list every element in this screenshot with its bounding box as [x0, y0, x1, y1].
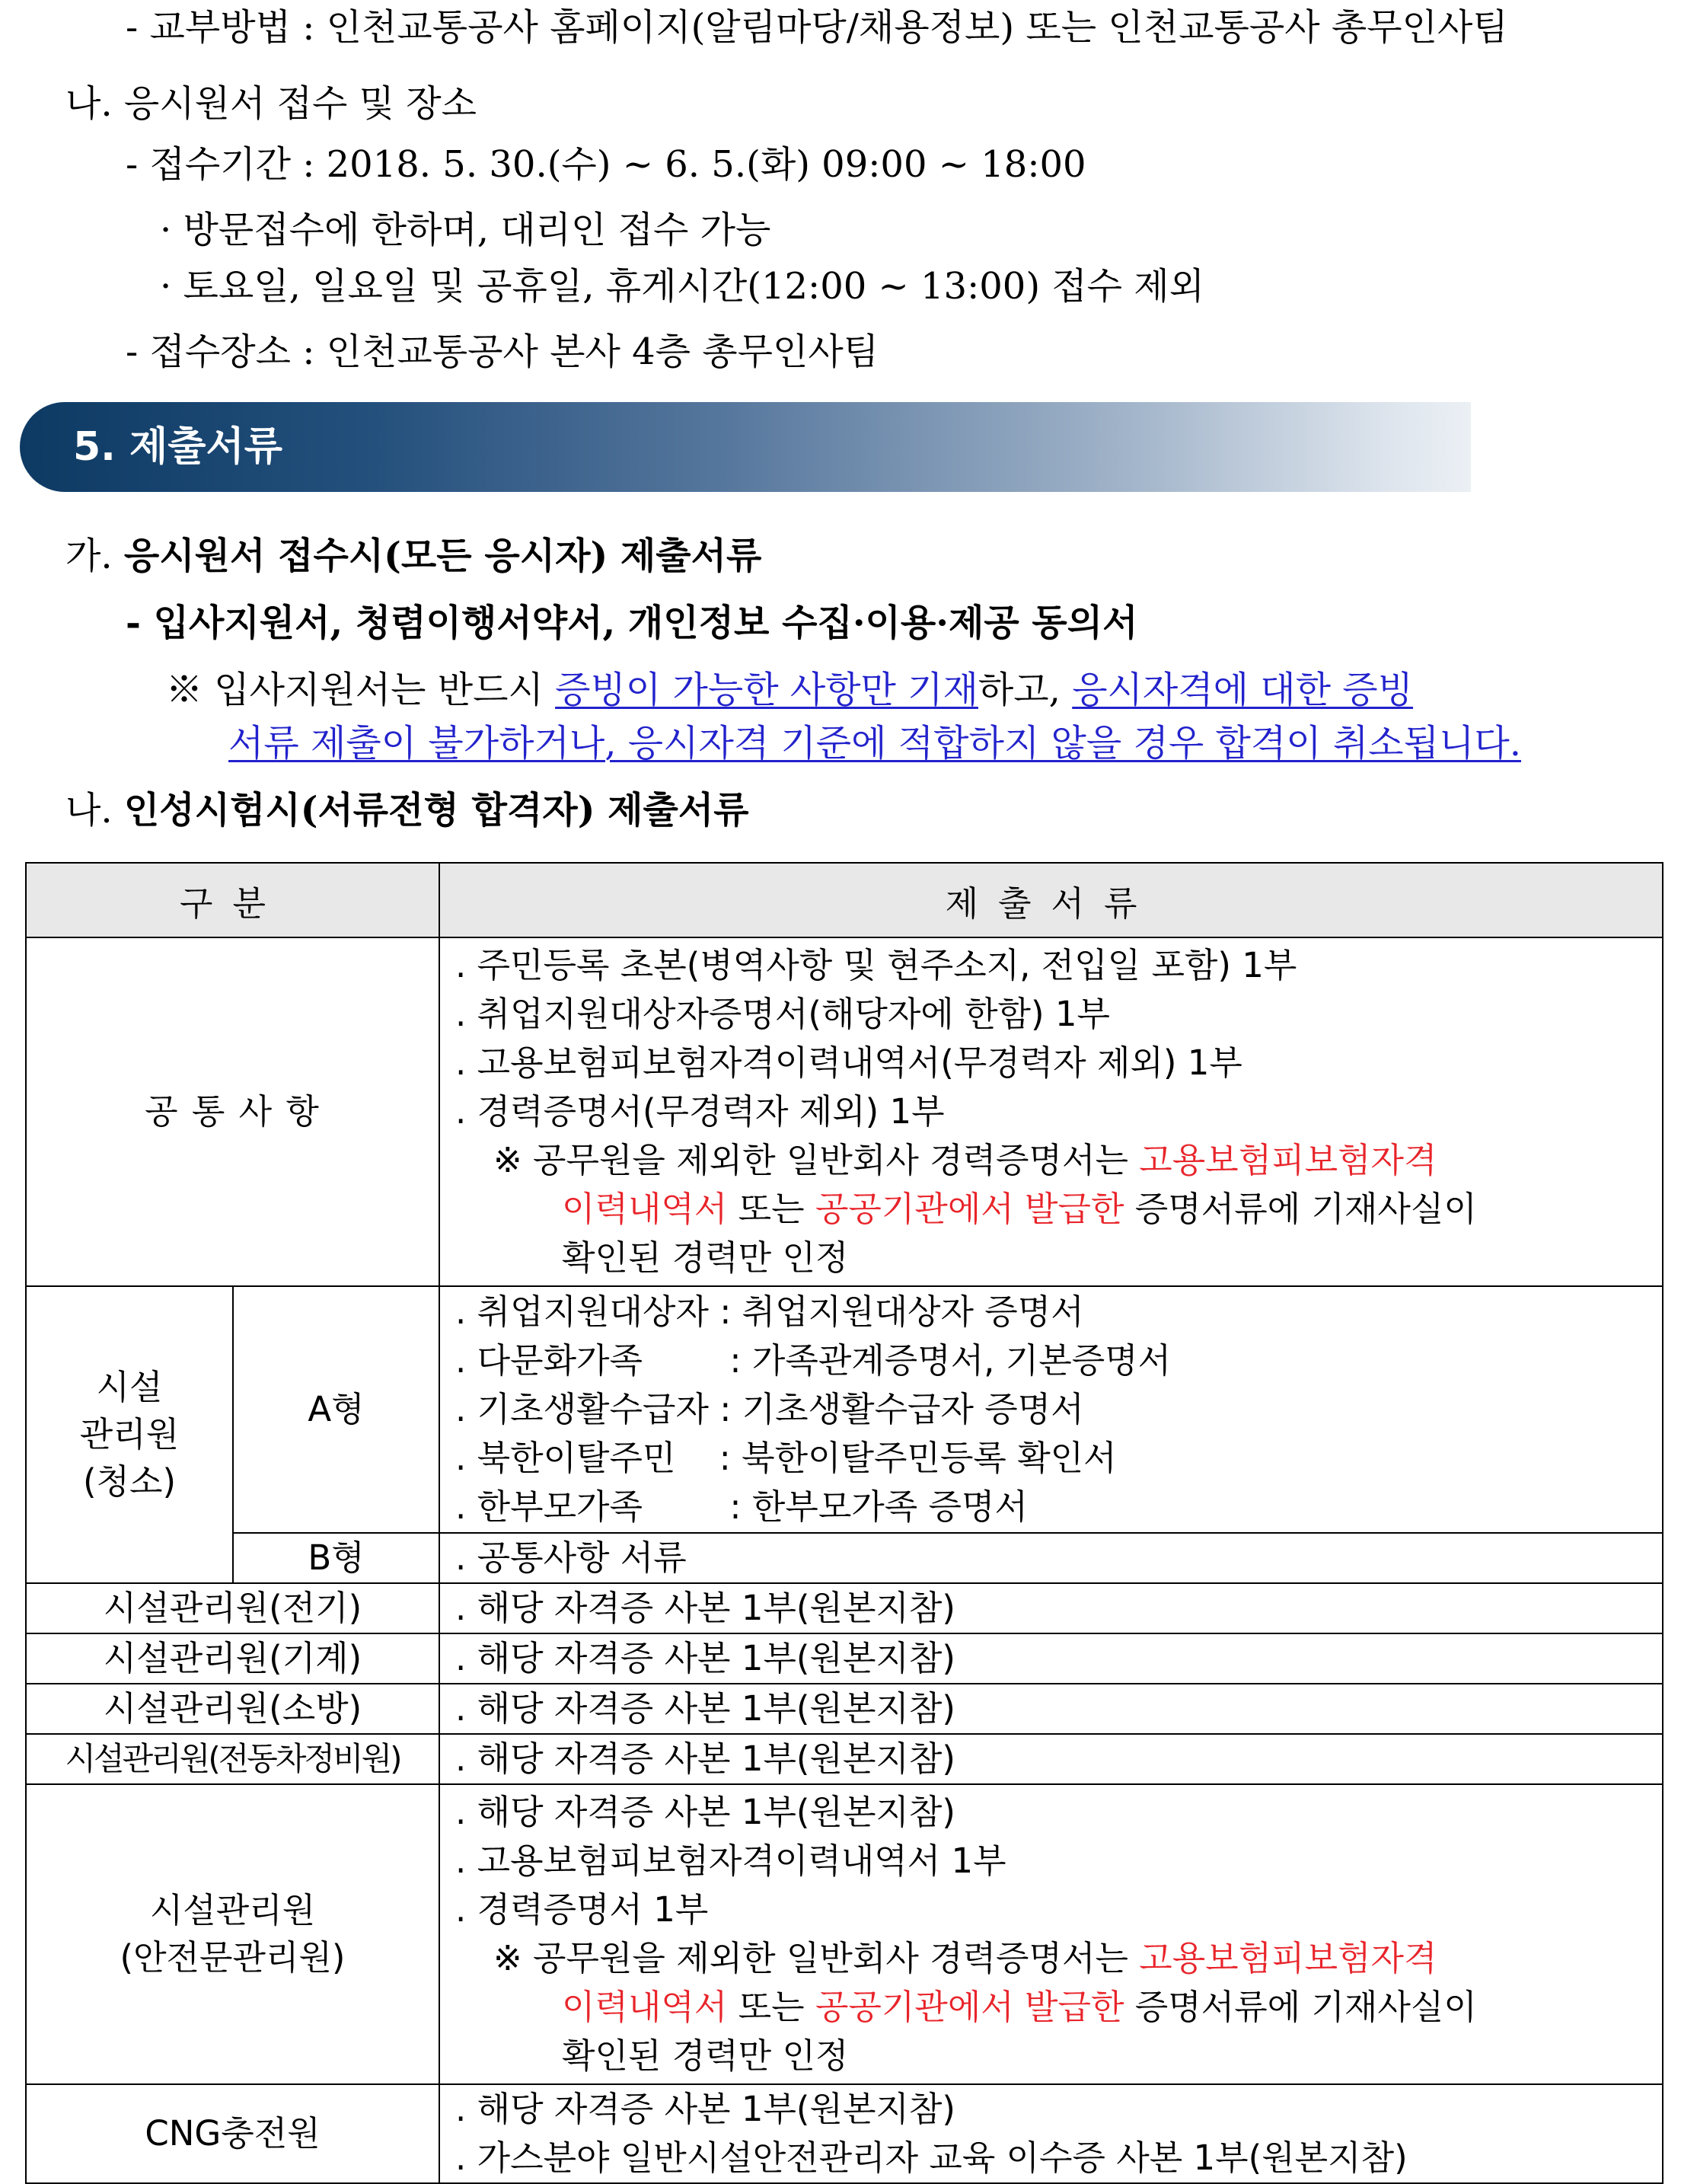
- row-value: [439, 1734, 1663, 1784]
- type-a-content: [439, 1286, 1663, 1533]
- note-text-a: ※ 입사지원서는 반드시: [166, 669, 556, 711]
- common-note-line-2: [455, 1185, 1647, 1234]
- cleaning-label-line: 관리원: [79, 1414, 180, 1454]
- note-text: 증명서류에 기재사실이: [1124, 1189, 1477, 1229]
- note-highlight-evidence: 증빙이 가능한 사항만 기재: [555, 669, 978, 711]
- cleaning-label-line: 시설: [96, 1367, 163, 1407]
- note-highlight-qualification: 응시자격에 대한 증빙: [1072, 669, 1414, 711]
- common-content: [439, 937, 1663, 1286]
- row-label: 시설관리원(전동차정비원): [26, 1734, 439, 1784]
- list-item: . 경력증명서 1부: [455, 1889, 709, 1930]
- note-line-1: [166, 667, 1413, 713]
- heading-na-text: 인성시험시(서류전형 합격자) 제출서류: [123, 789, 749, 832]
- list-item: . 취업지원대상자 : 취업지원대상자 증명서: [455, 1292, 1084, 1332]
- note-text: 또는: [727, 1987, 815, 2027]
- type-b-label: B형: [233, 1533, 439, 1583]
- header-documents: 제출서류: [439, 863, 1663, 937]
- table-row-common: [26, 937, 1663, 1286]
- safety-label-line: (안전문관리원): [120, 1937, 346, 1978]
- list-item: . 취업지원대상자증명서(해당자에 한함) 1부: [455, 994, 1110, 1034]
- cleaning-label-line: (청소): [82, 1461, 177, 1502]
- note-red-text: 고용보험피보험자격: [1139, 1140, 1437, 1180]
- bullet-visit-reception: · 방문접수에 한하며, 대리인 접수 가능: [160, 209, 771, 251]
- list-item: . 주민등록 초본(병역사항 및 현주소지, 전입일 포함) 1부: [455, 945, 1297, 985]
- type-a-label: A형: [233, 1286, 439, 1533]
- list-item: . 공통사항 서류: [455, 1537, 687, 1578]
- list-item: . 다문화가족 : 가족관계증명서, 기본증명서: [455, 1340, 1172, 1381]
- heading-ga-prefix: 가.: [65, 535, 124, 577]
- safety-content: [439, 1784, 1663, 2084]
- table-row-cng: [26, 2084, 1663, 2183]
- list-item: . 경력증명서(무경력자 제외) 1부: [455, 1091, 945, 1132]
- note-text: 또는: [727, 1189, 815, 1229]
- note-red-text: 공공기관에서 발급한: [815, 1189, 1124, 1229]
- table-row: [26, 1583, 1663, 1633]
- list-item: . 가스분야 일반시설안전관리자 교육 이수증 사본 1부(원본지참): [455, 2138, 1408, 2178]
- row-value: [439, 1583, 1663, 1633]
- cleaning-label: [26, 1286, 233, 1583]
- type-b-content: [439, 1533, 1663, 1583]
- common-note-line-1: [455, 1136, 1647, 1185]
- heading-na-prefix: 나.: [65, 789, 124, 832]
- heading-ga-text: 응시원서 접수시(모든 응시자) 제출서류: [123, 535, 762, 577]
- note-red-text: 고용보험피보험자격: [1139, 1938, 1437, 1978]
- table-row: [26, 1684, 1663, 1734]
- header-category: 구분: [26, 863, 439, 937]
- list-item: . 고용보험피보험자격이력내역서(무경력자 제외) 1부: [455, 1043, 1242, 1083]
- table-row-cleaning-b: [26, 1533, 1663, 1583]
- cng-content: [439, 2084, 1663, 2183]
- list-item: . 고용보험피보험자격이력내역서 1부: [455, 1841, 1006, 1881]
- bullet-excluded-days: · 토요일, 일요일 및 공휴일, 휴게시간(12:00 ~ 13:00) 접수 제외: [160, 265, 1205, 308]
- heading-ga: [65, 533, 761, 579]
- safety-label-line: 시설관리원: [149, 1890, 316, 1930]
- list-item: . 한부모가족 : 한부모가족 증명서: [455, 1486, 1028, 1527]
- note-highlight-cancel: 서류 제출이 불가하거나, 응시자격 기준에 적합하지 않을 경우 합격이 취소됩니다.: [228, 722, 1521, 765]
- list-item: . 해당 자격증 사본 1부(원본지참): [455, 1588, 955, 1628]
- reception-place-line: - 접수장소 : 인천교통공사 본사 4층 총무인사팀: [126, 330, 879, 373]
- safety-note-line-3: 확인된 경력만 인정: [562, 2036, 849, 2076]
- documents-table: [25, 862, 1664, 2184]
- list-item: . 해당 자격증 사본 1부(원본지참): [455, 2089, 955, 2129]
- heading-application-reception: 나. 응시원서 접수 및 장소: [65, 82, 477, 125]
- required-docs-line: - 입사지원서, 청렴이행서약서, 개인정보 수집·이용·제공 동의서: [126, 602, 1138, 644]
- table-row-safety-door: [26, 1784, 1663, 2084]
- table-header-row: [26, 863, 1663, 937]
- common-note-line-3: 확인된 경력만 인정: [562, 1237, 849, 1278]
- note-red-text: 공공기관에서 발급한: [815, 1987, 1124, 2027]
- note-text-c: 하고,: [978, 669, 1073, 711]
- safety-label: [26, 1784, 439, 2084]
- note-text: 증명서류에 기재사실이: [1124, 1987, 1477, 2027]
- note-text: ※ 공무원을 제외한 일반회사 경력증명서는: [493, 1140, 1140, 1180]
- cng-label: CNG충전원: [26, 2084, 439, 2183]
- section-title: 5. 제출서류: [73, 424, 282, 470]
- note-red-text: 이력내역서: [562, 1189, 728, 1229]
- list-item: . 해당 자격증 사본 1부(원본지참): [455, 1688, 955, 1729]
- reception-period-line: - 접수기간 : 2018. 5. 30.(수) ~ 6. 5.(화) 09:00 ~ 18:00: [126, 143, 1086, 186]
- heading-na: [65, 787, 749, 833]
- note-line-2: [228, 720, 1521, 766]
- row-label: 시설관리원(기계): [26, 1633, 439, 1684]
- row-label: 시설관리원(소방): [26, 1684, 439, 1734]
- safety-note-line-2: [455, 1983, 1647, 2032]
- note-text: ※ 공무원을 제외한 일반회사 경력증명서는: [493, 1938, 1140, 1978]
- row-label: 시설관리원(전기): [26, 1583, 439, 1633]
- table-row-cleaning-a: [26, 1286, 1663, 1533]
- distribution-method-line: - 교부방법 : 인천교통공사 홈페이지(알림마당/채용정보) 또는 인천교통공사 총무인사팀: [126, 6, 1508, 49]
- list-item: . 해당 자격증 사본 1부(원본지참): [455, 1739, 955, 1779]
- table-row: [26, 1633, 1663, 1684]
- list-item: . 해당 자격증 사본 1부(원본지참): [455, 1792, 955, 1832]
- safety-note-line-1: [455, 1934, 1647, 1983]
- list-item: . 기초생활수급자 : 기초생활수급자 증명서: [455, 1389, 1084, 1429]
- list-item: . 해당 자격증 사본 1부(원본지참): [455, 1638, 955, 1678]
- table-row: [26, 1734, 1663, 1784]
- common-label: 공 통 사 항: [26, 937, 439, 1286]
- row-value: [439, 1684, 1663, 1734]
- note-red-text: 이력내역서: [562, 1987, 728, 2027]
- row-value: [439, 1633, 1663, 1684]
- list-item: . 북한이탈주민 : 북한이탈주민등록 확인서: [455, 1438, 1117, 1478]
